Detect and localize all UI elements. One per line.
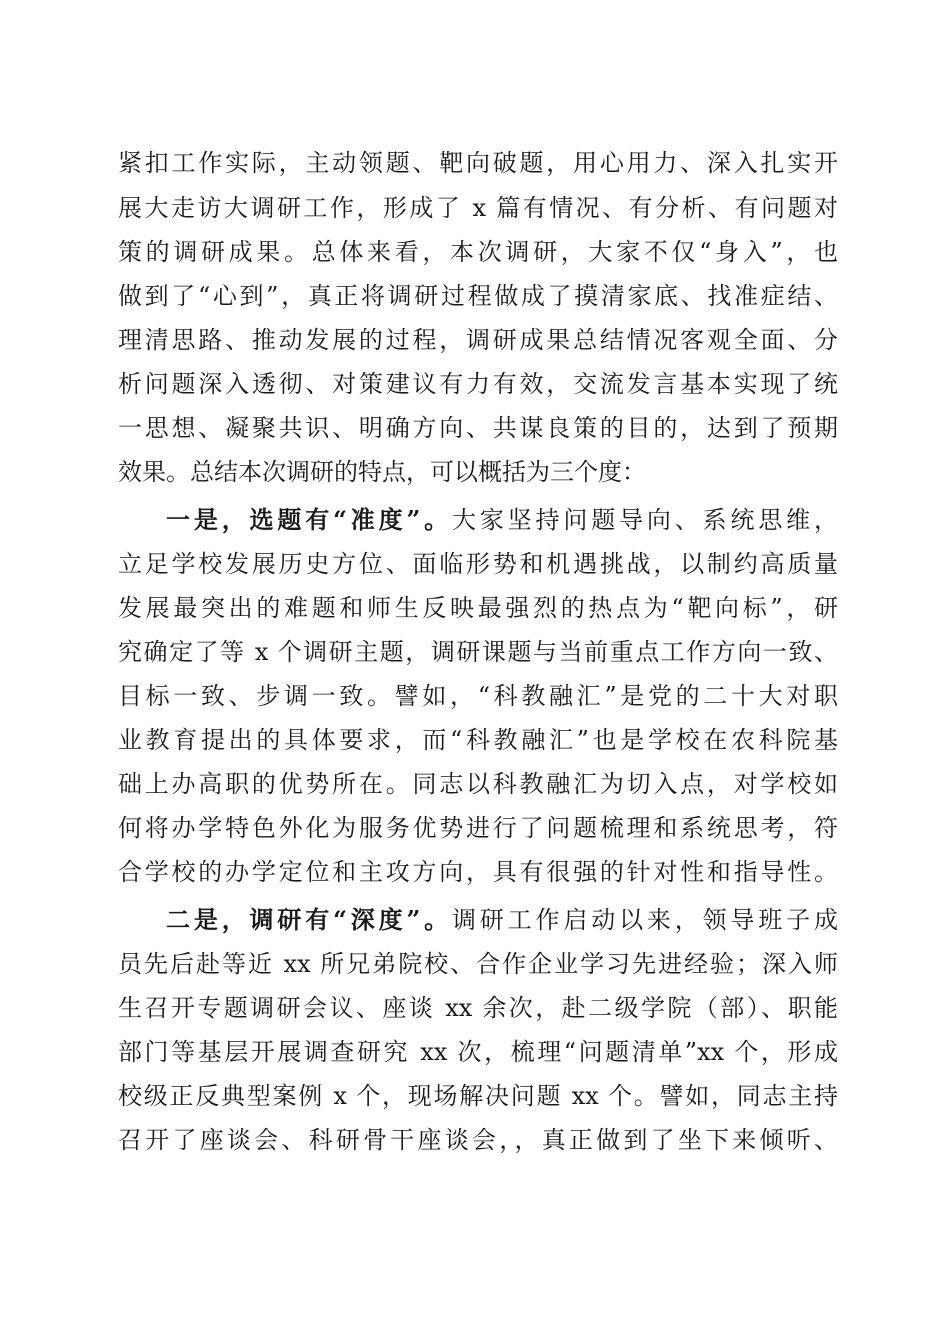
paragraph-two-lead: 二是，调研有“深度”。 [166,905,452,934]
paragraph-two-first-line [166,900,838,940]
text-line: 效果。总结本次调研的特点，可以概括为三个度： [118,458,646,486]
text-line: 何将办学特色外化为服务优势进行了问题梳理和系统思考，符 [118,814,838,842]
text-line: 合学校的办学定位和主攻方向，具有很强的针对性和指导性。 [118,858,838,886]
text-line: 部门等基层开展调查研究 xx 次，梳理“问题清单”xx 个，形成 [118,1038,838,1066]
text-line: 校级正反典型案例 x 个，现场解决问题 xx 个。譬如，同志主持 [118,1082,838,1110]
text-line: 理清思路、推动发展的过程，调研成果总结情况客观全面、分 [118,326,838,354]
text-line: 究确定了等 x 个调研主题，调研课题与当前重点工作方向一致、 [118,638,838,666]
text-line: 础上办高职的优势所在。同志以科教融汇为切入点，对学校如 [118,770,838,798]
text-line: 生召开专题调研会议、座谈 xx 余次，赴二级学院（部）、职能 [118,994,838,1022]
text-line: 召开了座谈会、科研骨干座谈会，，真正做到了坐下来倾听、 [118,1126,838,1154]
text-line: 紧扣工作实际，主动领题、靶向破题，用心用力、深入扎实开 [118,149,838,177]
paragraph-one-first-line [166,500,838,540]
text-line: 一思想、凝聚共识、明确方向、共谋良策的目的，达到了预期 [118,414,838,442]
text-line: 发展最突出的难题和师生反映最强烈的热点为“靶向标”，研 [118,594,838,622]
text-line: 策的调研成果。总体来看，本次调研，大家不仅“身入”，也 [118,238,838,266]
text-line: 员先后赴等近 xx 所兄弟院校、合作企业学习先进经验；深入师 [118,950,838,978]
paragraph-two-first-text: 调研工作启动以来，领导班子成 [451,906,839,934]
paragraph-one-first-text: 大家坚持问题导向、系统思维， [451,506,839,534]
text-line: 业教育提出的具体要求，而“科教融汇”也是学校在农科院基 [118,726,838,754]
text-line: 展大走访大调研工作，形成了 x 篇有情况、有分析、有问题对 [118,194,838,222]
text-line: 析问题深入透彻、对策建议有力有效，交流发言基本实现了统 [118,370,838,398]
text-line: 立足学校发展历史方位、面临形势和机遇挑战，以制约高质量 [118,550,838,578]
text-line: 做到了“心到”，真正将调研过程做成了摸清家底、找准症结、 [118,282,838,310]
text-line: 目标一致、步调一致。譬如，“科教融汇”是党的二十大对职 [118,682,838,710]
paragraph-one-lead: 一是，选题有“准度”。 [166,505,452,534]
